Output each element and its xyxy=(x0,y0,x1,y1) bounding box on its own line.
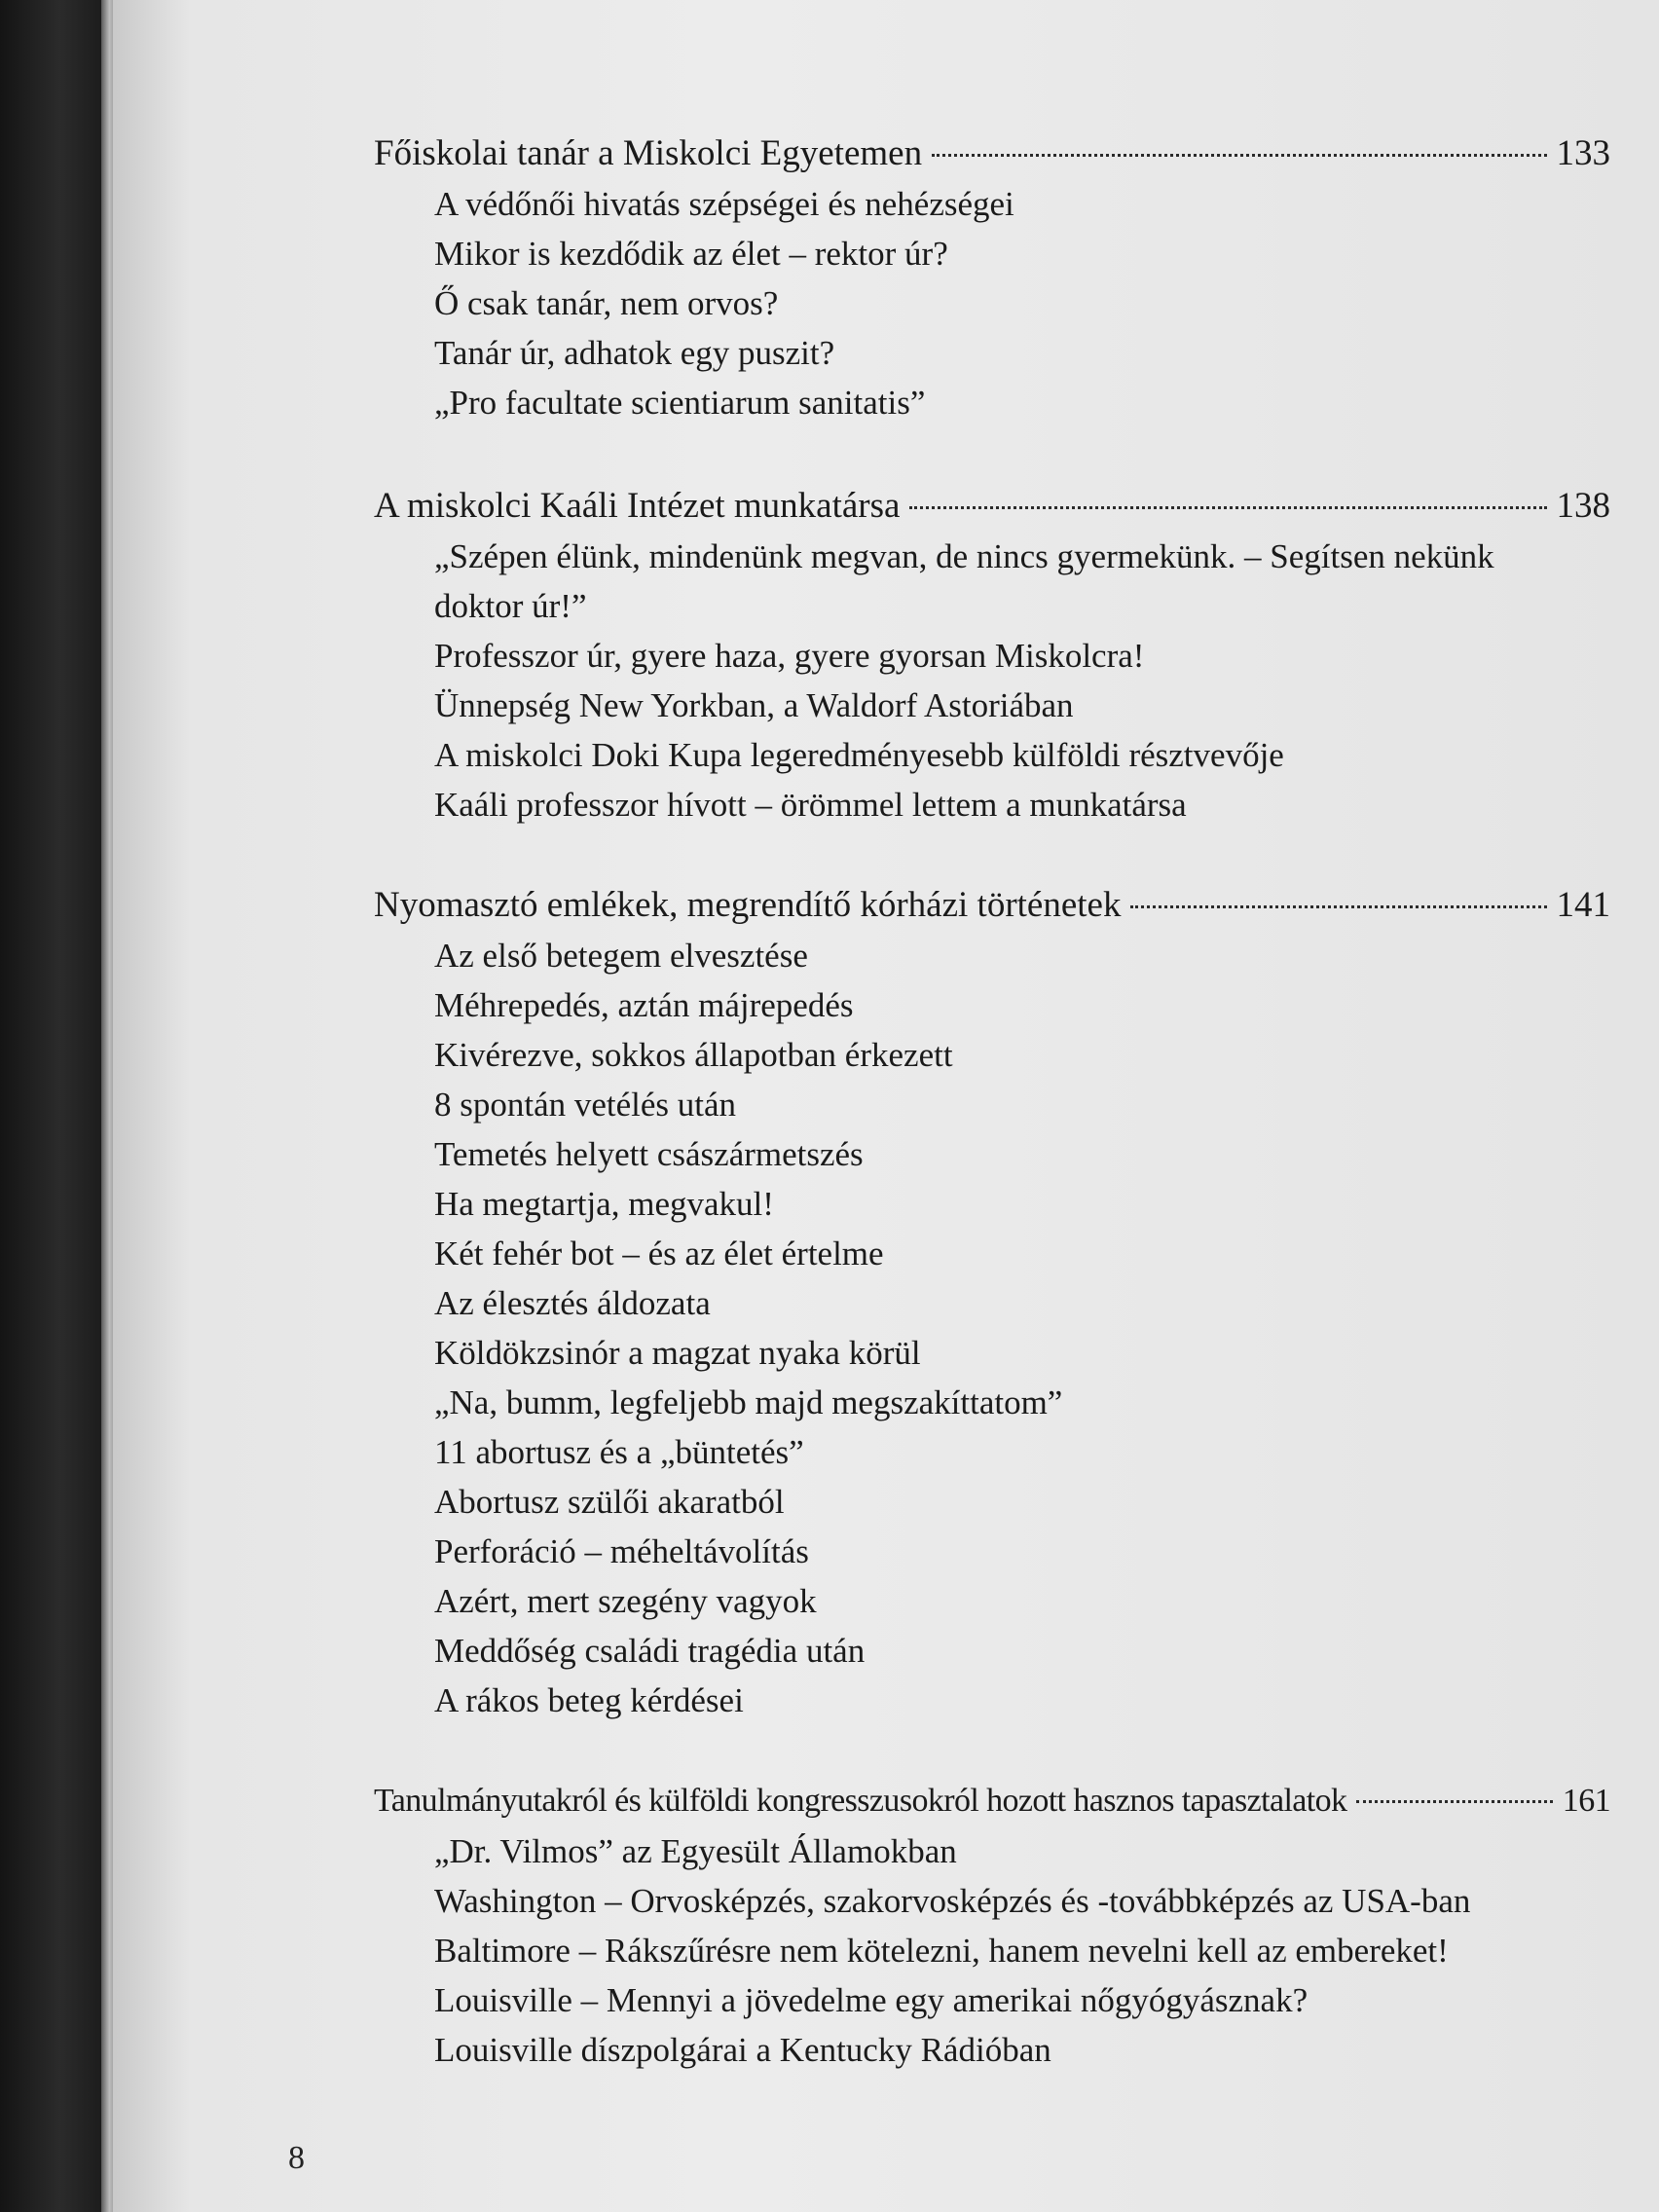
toc-entry[interactable] xyxy=(374,880,1610,931)
toc-section xyxy=(374,880,1610,1725)
dot-leader xyxy=(1356,1800,1552,1803)
toc-subitem: „Pro facultate scientiarum sanitatis” xyxy=(434,384,926,422)
toc-subitem: Méhrepedés, aztán májrepedés xyxy=(434,986,854,1024)
toc-section xyxy=(374,129,1610,427)
toc-entry-title: Tanulmányutakról és külföldi kongresszusokról hozott hasznos tapasztalatok xyxy=(374,1783,1347,1819)
toc-subitem: Temetés helyett császármetszés xyxy=(434,1135,864,1173)
toc-entry[interactable] xyxy=(374,1776,1610,1826)
toc-subitem: Washington – Orvosképzés, szakorvosképzés és -továbbképzés az USA-ban xyxy=(434,1882,1471,1920)
toc-subitem: Louisville – Mennyi a jövedelme egy amerikai nőgyógyásznak? xyxy=(434,1981,1309,2019)
toc-subitem: Ünnepség New Yorkban, a Waldorf Astoriában xyxy=(434,686,1074,724)
toc-subitem: „Szépen élünk, mindenünk megvan, de nincs gyermekünk. – Segítsen nekünk doktor úr!” xyxy=(434,537,1494,625)
toc-subitem: Köldökzsinór a magzat nyaka körül xyxy=(434,1334,921,1372)
toc-subitem: Professzor úr, gyere haza, gyere gyorsan Miskolcra! xyxy=(434,637,1145,675)
toc-subitem: „Na, bumm, legfeljebb majd megszakíttatom” xyxy=(434,1383,1063,1421)
book-spine-shadow xyxy=(0,0,109,2212)
toc-subitem: 11 abortusz és a „büntetés” xyxy=(434,1433,804,1471)
toc-subitems xyxy=(374,179,1610,427)
toc-entry[interactable] xyxy=(374,129,1610,179)
toc-subitem: Az élesztés áldozata xyxy=(434,1284,711,1322)
toc-entry-title: A miskolci Kaáli Intézet munkatársa xyxy=(374,486,901,526)
dot-leader xyxy=(1130,905,1546,908)
toc-subitem: „Dr. Vilmos” az Egyesült Államokban xyxy=(434,1832,957,1870)
toc-entry[interactable] xyxy=(374,481,1610,532)
toc-entry-page: 138 xyxy=(1556,486,1610,526)
toc-subitem: Mikor is kezdődik az élet – rektor úr? xyxy=(434,235,948,273)
toc-subitem: Azért, mert szegény vagyok xyxy=(434,1582,817,1620)
toc-subitems xyxy=(374,532,1610,830)
toc-subitems xyxy=(374,1826,1610,2075)
dot-leader xyxy=(932,154,1546,157)
toc-entry-title: Főiskolai tanár a Miskolci Egyetemen xyxy=(374,133,923,173)
toc-subitem: Baltimore – Rákszűrésre nem kötelezni, hanem nevelni kell az embereket! xyxy=(434,1932,1449,1970)
toc-subitem: Louisville díszpolgárai a Kentucky Rádióban xyxy=(434,2031,1051,2069)
toc-subitem: Két fehér bot – és az élet értelme xyxy=(434,1235,884,1272)
toc-section xyxy=(374,1776,1610,2075)
toc-subitem: Az első betegem elvesztése xyxy=(434,937,808,975)
toc-subitem: Kivérezve, sokkos állapotban érkezett xyxy=(434,1036,953,1074)
toc-subitem: Tanár úr, adhatok egy puszit? xyxy=(434,334,835,372)
page-number: 8 xyxy=(288,2140,305,2176)
toc-subitem: Ha megtartja, megvakul! xyxy=(434,1185,774,1223)
toc-subitem: A miskolci Doki Kupa legeredményesebb külföldi résztvevője xyxy=(434,736,1284,774)
toc-entry-page: 161 xyxy=(1562,1783,1610,1819)
toc-subitems xyxy=(374,931,1610,1725)
toc-subitem: 8 spontán vetélés után xyxy=(434,1086,737,1124)
toc-subitem: Abortusz szülői akaratból xyxy=(434,1483,785,1521)
toc-section xyxy=(374,481,1610,830)
dot-leader xyxy=(909,506,1546,509)
toc-entry-title: Nyomasztó emlékek, megrendítő kórházi történetek xyxy=(374,885,1122,925)
toc-subitem: A védőnői hivatás szépségei és nehézségei xyxy=(434,185,1014,223)
book-page xyxy=(113,0,1659,2212)
toc-subitem: Ő csak tanár, nem orvos? xyxy=(434,284,779,322)
toc-subitem: Perforáció – méheltávolítás xyxy=(434,1532,809,1570)
toc-subitem: A rákos beteg kérdései xyxy=(434,1681,744,1719)
toc-subitem: Kaáli professzor hívott – örömmel lettem a munkatársa xyxy=(434,786,1187,824)
toc-entry-page: 141 xyxy=(1556,885,1610,925)
toc-subitem: Meddőség családi tragédia után xyxy=(434,1632,866,1670)
toc-entry-page: 133 xyxy=(1556,133,1610,173)
